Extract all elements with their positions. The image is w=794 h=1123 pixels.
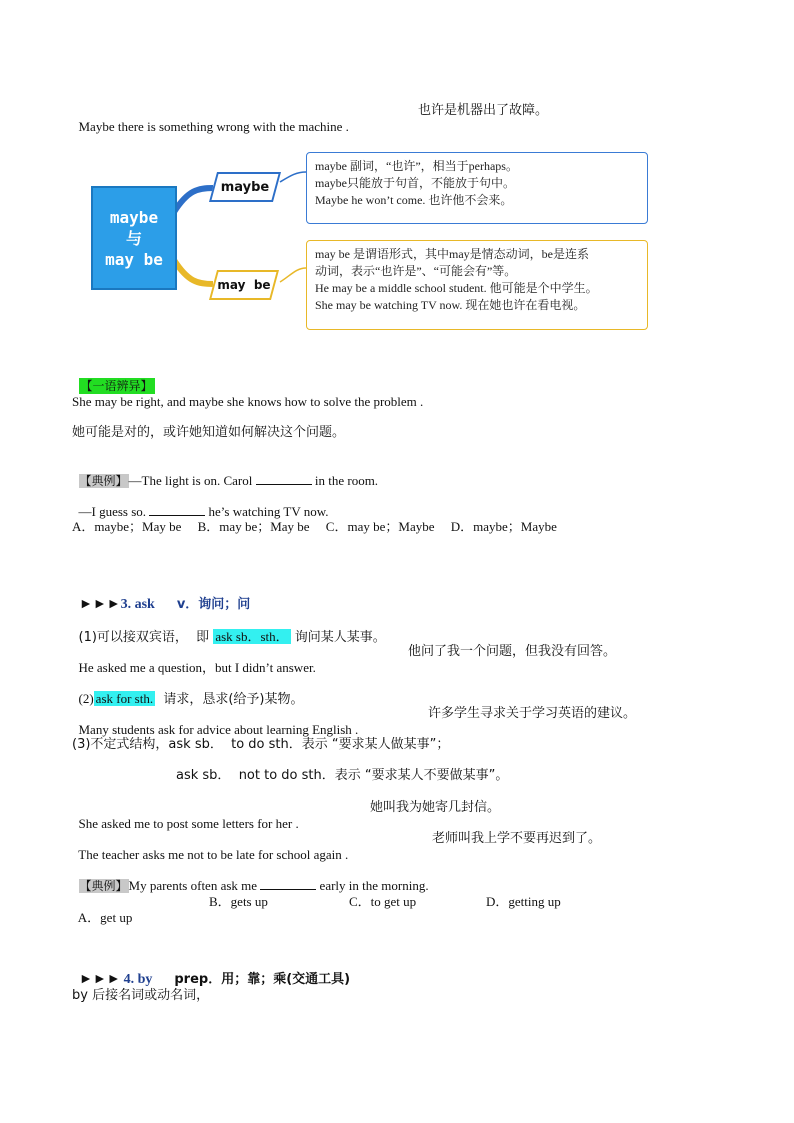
example1-options: A．maybe；May be B．may be；May be C．may be；Maybe D．maybe；Maybe [72, 519, 557, 534]
s3-cn: 她叫我为她寄几封信。 [370, 800, 501, 815]
center-line-1: maybe [109, 207, 159, 227]
branch-maybe-label: maybe [220, 179, 270, 195]
note-may-be-line: may be 是谓语形式，其中may是情态动词，be是连系 [315, 247, 589, 261]
section4-title: 4. by [123, 972, 153, 987]
p2-text-b: 请求，恳求(给予)某物。 [155, 692, 304, 707]
example1-text-a: —The light is on. Carol [128, 473, 256, 488]
highlight-ask-sb-sth: ask sb．sth． [215, 629, 289, 644]
section4-pos: prep．用；靠；乘(交通工具) [174, 972, 351, 987]
distinguish-en: She may be right, and maybe she knows how to solve the problem . [72, 394, 424, 409]
section3-p1 [72, 613, 386, 646]
intro-sentence [72, 103, 549, 151]
option-b: B．gets up [209, 894, 268, 909]
example-tag: 【典例】 [79, 474, 128, 488]
answer-blank [149, 504, 205, 516]
center-box [91, 186, 177, 290]
section3-example [72, 862, 429, 894]
branch-may-be-label: may be [217, 278, 271, 292]
note-maybe-line: Maybe he won’t come. 也许他不会来。 [315, 193, 513, 207]
option-a: A．get up [77, 910, 133, 925]
section3-p2 [72, 675, 304, 708]
p1-text-a: (1)可以接双宾语， 即 [78, 630, 214, 645]
s1-en: He asked me a question，but I didn’t answer. [78, 660, 316, 675]
distinguish-heading [72, 362, 155, 394]
section3-pos: v．询问；问 [176, 597, 251, 612]
section4-p1: by 后接名词或动名词， [72, 988, 210, 1003]
arrow-icon: ►►► [79, 597, 121, 612]
note-may-be [306, 240, 648, 330]
highlight-ask-for-sth: ask for sth. [95, 691, 154, 706]
example1-line2 [72, 488, 329, 520]
arrow-icon: ►►► [79, 972, 121, 987]
ex-text-a: My parents often ask me [128, 878, 261, 893]
example1-text-d: he’s watching TV now. [205, 504, 329, 519]
section4-heading [72, 956, 350, 988]
section3-p3a: (3)不定式结构，ask sb． to do sth．表示 “要求某人做某事”； [72, 737, 450, 752]
note-may-be-line: He may be a middle school student. 他可能是个中学生。 [315, 281, 598, 295]
distinguish-tag: 【一语辨异】 [80, 379, 153, 393]
note-maybe [306, 152, 648, 224]
example-tag: 【典例】 [79, 879, 128, 893]
s4-en: The teacher asks me not to be late for school again . [78, 847, 349, 862]
note-may-be-line: 动词，表示“也许是”、“可能会有”等。 [315, 264, 517, 278]
s3-en: She asked me to post some letters for her . [78, 816, 299, 831]
answer-blank [260, 878, 316, 890]
distinguish-cn: 她可能是对的，或许她知道如何解决这个问题。 [72, 425, 346, 440]
example1-text-b: in the room. [311, 473, 379, 488]
answer-blank [256, 473, 312, 485]
note-maybe-line: maybe 副词，“也许”，相当于perhaps。 [315, 159, 518, 173]
note-may-be-line: She may be watching TV now. 现在她也许在看电视。 [315, 298, 586, 312]
s2-cn: 许多学生寻求关于学习英语的建议。 [428, 706, 637, 721]
intro-cn: 也许是机器出了故障。 [418, 103, 549, 118]
p1-text-b: 询问某人某事。 [290, 630, 386, 645]
s2-en: Many students ask for advice about learning English . [78, 722, 359, 737]
maybe-vs-may-be-diagram [88, 150, 658, 335]
center-line-3: may be [105, 249, 163, 269]
example1-line1 [72, 457, 378, 489]
ex-text-b: early in the morning. [316, 878, 429, 893]
section3-title: 3. ask [120, 597, 155, 612]
p2-text-a: (2) [78, 691, 94, 706]
example1-text-c: —I guess so. [78, 504, 150, 519]
intro-en: Maybe there is something wrong with the machine . [78, 119, 349, 134]
note-maybe-line: maybe只能放于句首，不能放于句中。 [315, 176, 515, 190]
section3-heading [72, 581, 250, 613]
center-line-2: 与 [125, 228, 142, 248]
s4-cn: 老师叫我上学不要再迟到了。 [432, 831, 602, 846]
branch-maybe [213, 172, 277, 202]
branch-may-be [213, 270, 275, 300]
section3-p3b: ask sb． not to do sth．表示 “要求某人不要做某事”。 [176, 768, 509, 783]
option-c: C．to get up [349, 894, 417, 909]
option-d: D．getting up [486, 894, 561, 909]
s1-cn: 他问了我一个问题，但我没有回答。 [408, 644, 617, 659]
